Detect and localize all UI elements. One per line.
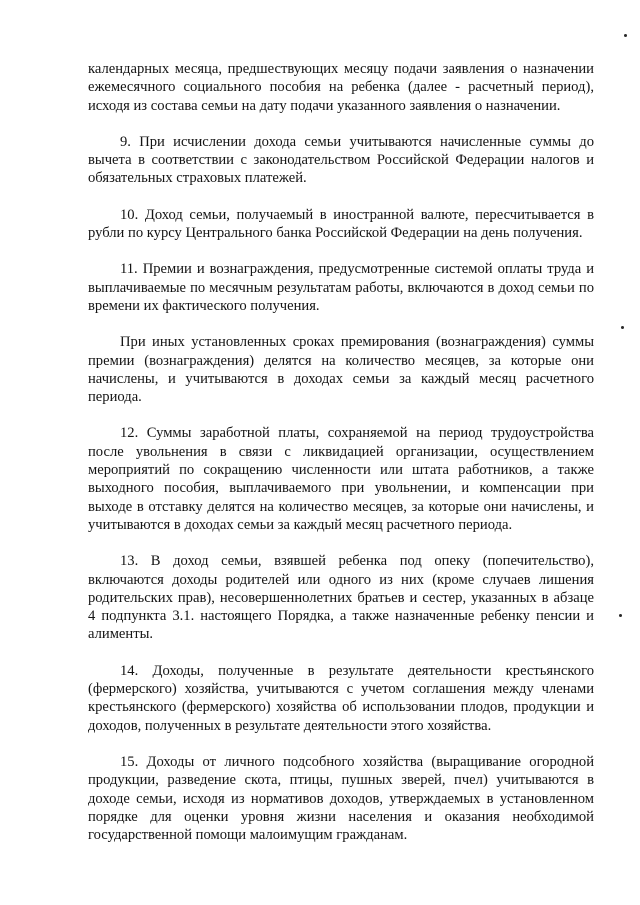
paragraph-13: 13. В доход семьи, взявшей ребенка под опеку (попечительство), включаются доходы родителей или одного из них (кроме случаев лишения родительских прав), несовершеннолетних братьев и сестер, указанных в абзаце 4 подпункта 3.1. настоящего Порядка, а также назначенные ребенку пенсии и алименты. [88,553,594,643]
scan-speck [621,326,624,329]
scan-speck [624,34,627,37]
paragraph-14: 14. Доходы, полученные в результате деятельности крестьянского (фермерского) хозяйства, учитываются с учетом соглашения между членами крестьянского (фермерского) хозяйства об использовании плодов, продукции и доходов, полученных в результате деятельности этого хозяйства. [88,662,594,734]
paragraph-continuation: календарных месяца, предшествующих месяцу подачи заявления о назначении ежемесячного социального пособия на ребенка (далее - расчетный период), исходя из состава семьи на дату подачи указанного заявления о назначении. [88,61,594,114]
scan-speck [619,614,622,617]
paragraph-12: 12. Суммы заработной платы, сохраняемой на период трудоустройства после увольнения в связи с ликвидацией организации, осуществлением мероприятий по сокращению численности или штата работников, а также выходного пособия, выплачиваемого при увольнении, и компенсации при выходе в отставку делятся на количество месяцев, за которые они начислены, и учитываются в доходах семьи за каждый месяц расчетного периода. [88,425,594,533]
paragraph-15: 15. Доходы от личного подсобного хозяйства (выращивание огородной продукции, разведение скота, птицы, пушных зверей, пчел) учитываются в доходе семьи, исходя из нормативов доходов, утверждаемых в установленном порядке для оценки уровня жизни населения и оказания необходимой государственной помощи малоимущим гражданам. [88,753,594,844]
paragraph-11: 11. Премии и вознаграждения, предусмотренные системой оплаты труда и выплачиваемые по месячным результатам работы, включаются в доход семьи по времени их фактического получения. [88,261,594,314]
document-body [88,60,594,862]
paragraph-11-bonus-periods: При иных установленных сроках премирования (вознаграждения) суммы премии (вознаграждения) делятся на количество месяцев, за которые они начислены, и учитываются в доходах семьи за каждый месяц расчетного периода. [88,334,594,406]
paragraph-10: 10. Доход семьи, получаемый в иностранной валюте, пересчитывается в рубли по курсу Центрального банка Российской Федерации на день получения. [88,206,594,242]
paragraph-9: 9. При исчислении дохода семьи учитываются начисленные суммы до вычета в соответствии с законодательством Российской Федерации налогов и обязательных страховых платежей. [88,133,594,187]
